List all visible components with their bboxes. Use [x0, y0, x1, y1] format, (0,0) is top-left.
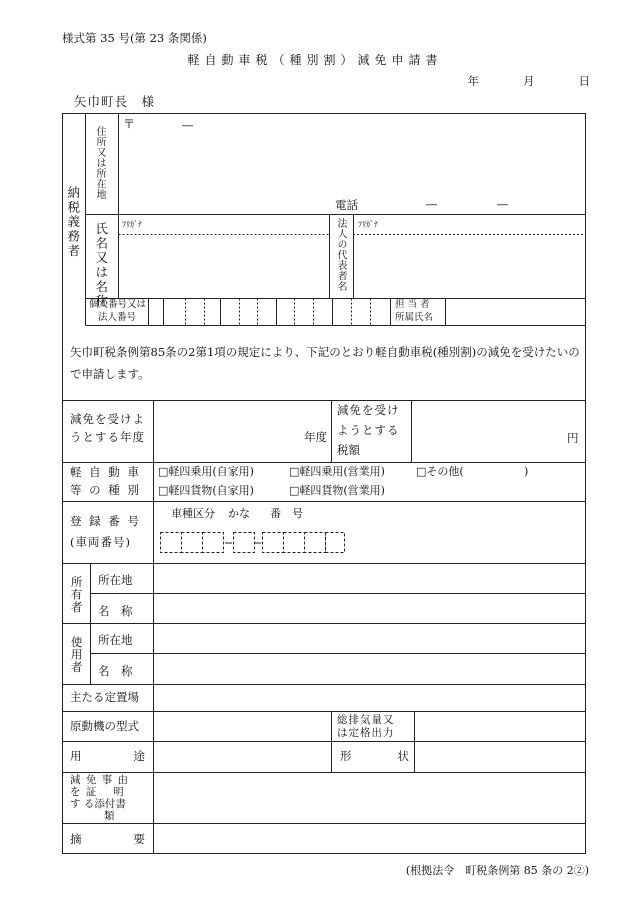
phone-label: 電話	[335, 198, 358, 212]
displacement-label-1: 総排気量又	[337, 714, 395, 726]
staff-label-1: 担 当 者	[395, 299, 430, 310]
registration-boxes	[161, 533, 345, 553]
postal-dash: ―	[182, 119, 193, 132]
option-kei4-passenger-private[interactable]: □軽四乗用(自家用)	[158, 465, 254, 478]
registration-label-1: 登 録 番 号	[70, 514, 141, 528]
doc-label-1: 減 免 事 由	[70, 774, 130, 786]
year-label-1: 減免を受けよ	[70, 412, 145, 426]
shape-label: 形状	[340, 749, 455, 763]
rep-furigana-label: ﾌﾘｶﾞﾅ	[358, 220, 378, 229]
reg-header-kana: かな	[228, 507, 250, 520]
phone-dash-2: ―	[497, 198, 508, 211]
vehicle-type-label-1: 軽 自 動 車	[70, 465, 141, 479]
staff-label-2: 所属氏名	[395, 312, 434, 323]
option-kei4-passenger-commercial[interactable]: □軽四乗用(営業用)	[289, 465, 385, 478]
year-label-2: うとする年度	[70, 430, 145, 444]
id-number-label-1: 個人番号又は	[89, 299, 147, 310]
remarks-label: 摘要	[70, 832, 197, 846]
addressee: 矢巾町長 様	[74, 94, 156, 109]
doc-label-2: を 証 明	[70, 786, 125, 798]
user-name-label: 名 称	[98, 664, 133, 678]
representative-label: 法人の代表者名	[335, 218, 346, 292]
owner-label: 所有者	[69, 576, 84, 614]
use-label: 用途	[70, 749, 197, 763]
reg-header-number: 番 号	[270, 507, 303, 520]
taxpayer-section-label: 納税義務者	[65, 186, 81, 259]
doc-label-3: す る添付書	[70, 798, 126, 810]
amount-label-1: 減免を受け	[337, 403, 400, 417]
name-label: 氏名又は名称	[93, 222, 109, 309]
option-other[interactable]: □その他(	[416, 465, 464, 478]
owner-name-label: 名 称	[98, 604, 133, 618]
phone-dash-1: ―	[426, 198, 437, 211]
reg-header-class: 車種区分	[171, 507, 215, 520]
parking-label: 主たる定置場	[70, 690, 139, 704]
legal-basis-footer: (根拠法令 町税条例第 85 条の 2②)	[405, 864, 589, 877]
user-label: 使用者	[69, 636, 84, 674]
date-year: 年	[467, 74, 479, 88]
displacement-label-2: は定格出力	[337, 727, 395, 739]
option-kei4-cargo-private[interactable]: □軽四貨物(自家用)	[158, 484, 254, 497]
amount-unit: 円	[567, 431, 579, 445]
date-day: 日	[578, 74, 590, 88]
amount-label-3: 税額	[337, 443, 360, 457]
year-unit: 年度	[304, 430, 327, 444]
amount-label-2: ようとする	[337, 423, 400, 437]
option-kei4-cargo-commercial[interactable]: □軽四貨物(営業用)	[289, 484, 385, 497]
option-other-close: )	[524, 465, 529, 478]
doc-label-4: 類	[104, 810, 115, 822]
application-statement: 矢巾町税条例第85条の2第1項の規定により、下記のとおり軽自動車税(種別割)の減免を受けたいので申請します。	[70, 345, 580, 381]
form-title: 軽自動車税（種別割）減免申請書	[187, 53, 443, 67]
date-month: 月	[523, 74, 535, 88]
owner-location-label: 所在地	[98, 573, 133, 587]
form-number: 様式第 35 号(第 23 条関係)	[62, 31, 207, 45]
furigana-label: ﾌﾘｶﾞﾅ	[122, 220, 142, 229]
postal-mark: 〒	[123, 117, 136, 131]
user-location-label: 所在地	[98, 633, 133, 647]
engine-label: 原動機の型式	[70, 719, 139, 733]
vehicle-type-label-2: 等 の 種 別	[70, 483, 141, 497]
id-number-label-2: 法人番号	[98, 312, 137, 323]
registration-label-2: (車両番号)	[70, 535, 131, 549]
address-label: 住所又は所在地	[94, 126, 105, 200]
